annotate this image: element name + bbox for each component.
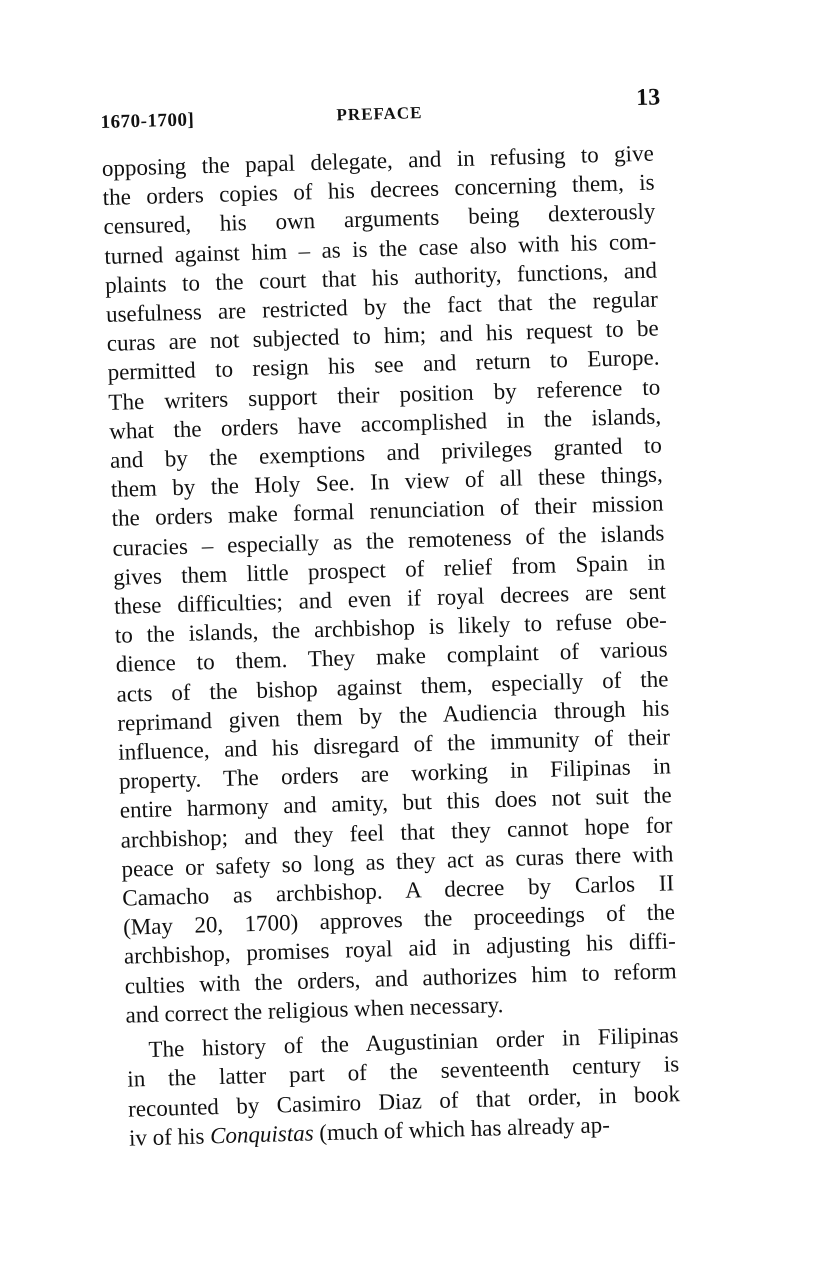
book-title-italic: Conquistas xyxy=(209,1120,314,1149)
paragraph-line: Camacho as archbishop. A decree by Carlos II xyxy=(121,870,675,911)
body-text xyxy=(102,138,720,1153)
paragraph-line: turned against him – as is the case also with his com- xyxy=(104,228,657,269)
paragraph-line: archbishop, promises royal aid in adjusting his diffi- xyxy=(123,928,677,970)
header-years: 1670-1700] xyxy=(100,109,195,133)
paragraph-2 xyxy=(126,1019,719,1152)
paragraph-line: influence, and his disregard of the immunity of their xyxy=(117,724,671,765)
line-text: (much of which has already ap- xyxy=(313,1111,611,1146)
running-header xyxy=(100,84,691,140)
paragraph-line: gives them little prospect of relief from Spain in xyxy=(112,549,666,590)
paragraph-line: culties with the orders, and authorizes him to reform xyxy=(124,957,677,999)
paragraph-line: opposing the papal delegate, and in refusing to give xyxy=(101,140,655,181)
paragraph-line: entire harmony and amity, but this does not suit the xyxy=(119,782,672,824)
paragraph-line: reprimand given them by the Audiencia through his xyxy=(117,695,670,736)
paragraph-line: curacies – especially as the remoteness of the islands xyxy=(112,520,665,561)
paragraph-1 xyxy=(102,138,716,1030)
paragraph-line: The writers support their position by reference to xyxy=(108,374,661,415)
paragraph-line: the orders make formal renunciation of their mission xyxy=(111,490,664,532)
paragraph-line: them by the Holy See. In view of all these things, xyxy=(110,461,664,503)
paragraph-line: property. The orders are working in Filipinas in xyxy=(118,753,672,794)
paragraph-line: the orders copies of his decrees concerning them, is xyxy=(102,169,655,211)
header-title: PREFACE xyxy=(336,103,423,125)
paragraph-line: (May 20, 1700) approves the proceedings of the xyxy=(122,899,676,940)
paragraph-line: archbishop; and they feel that they cannot hope for xyxy=(120,811,673,853)
paragraph-line: peace or safety so long as they act as curas there with xyxy=(121,841,674,882)
paragraph-line: censured, his own arguments being dexterously xyxy=(103,198,656,240)
paragraph-line: plaints to the court that his authority, functions, and xyxy=(104,257,658,298)
line-text: iv of his xyxy=(128,1123,211,1151)
paragraph-line: permitted to resign his see and return to Europe. xyxy=(107,344,660,386)
paragraph-line: to the islands, the archbishop is likely to refuse obe- xyxy=(114,607,668,649)
paragraph-line: usefulness are restricted by the fact that the regular xyxy=(105,286,659,327)
paragraph-line: and by the exemptions and privileges granted to xyxy=(109,432,663,473)
paragraph-line: in the latter part of the seventeenth century is xyxy=(127,1051,680,1092)
page-text-block xyxy=(100,84,719,1153)
paragraph-line: dience to them. They make complaint of various xyxy=(115,636,668,678)
paragraph-line: curas are not subjected to him; and his request to be xyxy=(106,315,659,357)
paragraph-line: acts of the bishop against them, especially of the xyxy=(116,666,669,707)
page-number: 13 xyxy=(635,84,661,112)
paragraph-line: recounted by Casimiro Diaz of that order, in book xyxy=(127,1080,681,1122)
paragraph-line: what the orders have accomplished in the islands, xyxy=(108,403,662,444)
paragraph-line: The history of the Augustinian order in Filipinas xyxy=(148,1022,679,1063)
paragraph-line: these difficulties; and even if royal decrees are sent xyxy=(113,578,667,619)
paragraph-line: and correct the religious when necessary. xyxy=(125,991,504,1028)
